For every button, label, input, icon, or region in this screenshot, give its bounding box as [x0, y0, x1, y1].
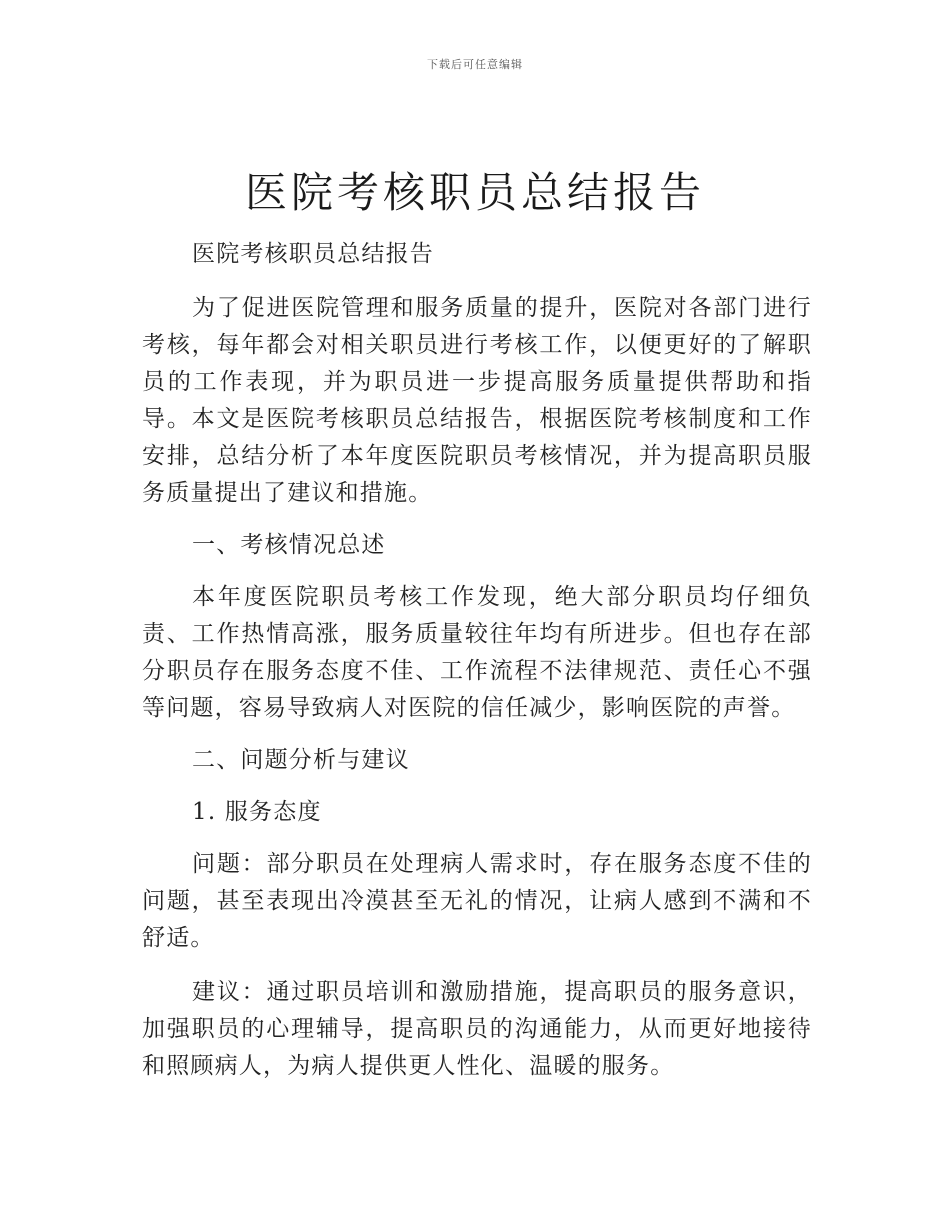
- intro-paragraph: 为了促进医院管理和服务质量的提升，医院对各部门进行考核，每年都会对相关职员进行考核工作，以便更好的了解职员的工作表现，并为职员进一步提高服务质量提供帮助和指导。本文是医院考核职员总结报告，根据医院考核制度和工作安排，总结分析了本年度医院职员考核情况，并为提高职员服务质量提出了建议和措施。: [142, 295, 812, 506]
- document-title: 医院考核职员总结报告: [244, 168, 705, 217]
- problem-paragraph: 问题：部分职员在处理病人需求时，存在服务态度不佳的问题，甚至表现出冷漠甚至无礼的情况，让病人感到不满和不舒适。: [142, 851, 812, 951]
- section-heading-analysis: 二、问题分析与建议: [192, 747, 410, 773]
- document-body: [142, 236, 812, 1085]
- suggestion-paragraph: 建议：通过职员培训和激励措施，提高职员的服务意识，加强职员的心理辅导，提高职员的沟通能力，从而更好地接待和照顾病人，为病人提供更人性化、温暖的服务。: [142, 979, 812, 1079]
- section-heading-overview: 一、考核情况总述: [192, 532, 386, 558]
- header-note: 下载后可任意编辑: [427, 58, 523, 71]
- subtitle-paragraph: 医院考核职员总结报告: [192, 241, 434, 267]
- overview-paragraph: 本年度医院职员考核工作发现，绝大部分职员均仔细负责、工作热情高涨，服务质量较往年均有所进步。但也存在部分职员存在服务态度不佳、工作流程不法律规范、责任心不强等问题，容易导致病人对医院的信任减少，影响医院的声誉。: [142, 584, 812, 721]
- subheading-service-attitude: 1. 服务态度: [192, 799, 322, 825]
